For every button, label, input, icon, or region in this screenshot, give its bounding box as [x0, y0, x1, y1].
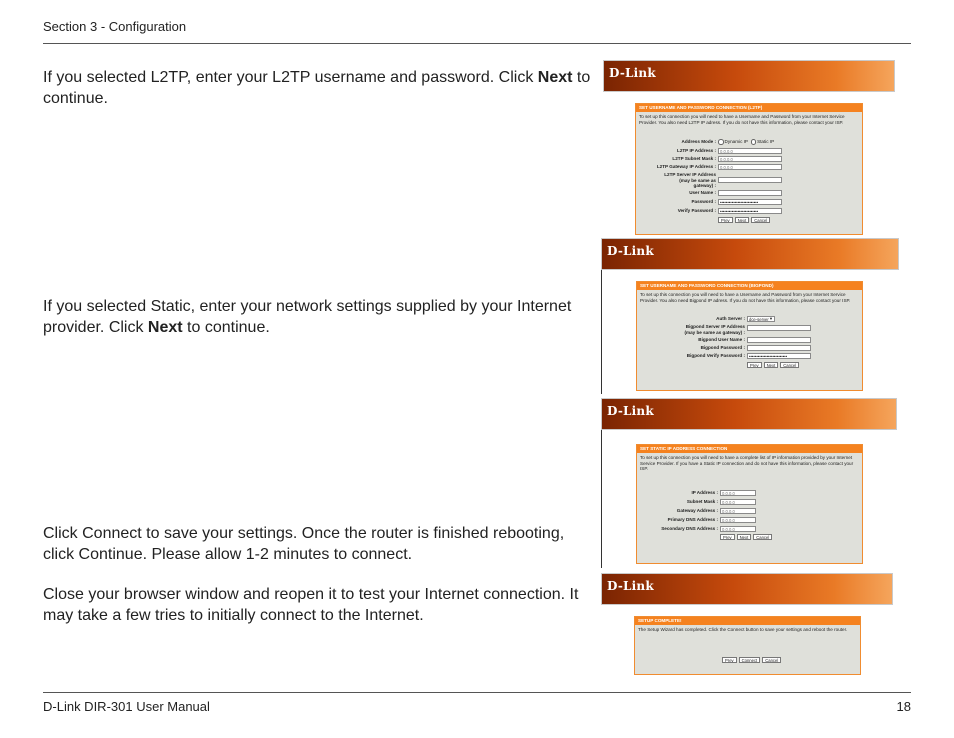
- field-label: Gateway Address :: [676, 508, 718, 513]
- field-label: User Name :: [689, 190, 716, 195]
- secondary-dns-field[interactable]: 0.0.0.0: [720, 526, 756, 532]
- prev-button[interactable]: Prev: [747, 362, 762, 368]
- field-label: IP Address :: [691, 490, 718, 495]
- dlink-banner: [601, 573, 893, 605]
- next-button[interactable]: Next: [737, 534, 752, 540]
- field-label: L2TP IP Address :: [677, 148, 716, 153]
- field-label: Bigpond Server IP Address (may be same as gateway) :: [684, 324, 745, 335]
- l2tp-server-field[interactable]: [718, 177, 782, 183]
- page-number: 18: [896, 699, 911, 714]
- static-text: If you selected Static, enter your network settings supplied by your Internet provider. Click: [43, 298, 572, 336]
- cancel-button[interactable]: Cancel: [753, 534, 772, 540]
- bigpond-server-field[interactable]: [747, 325, 811, 331]
- panel-description: The Setup Wizard has completed. Click the Connect button to save your settings and reboot the router.: [638, 627, 848, 632]
- bigpond-password-field[interactable]: [747, 345, 811, 351]
- connect-button[interactable]: Connect: [739, 657, 761, 663]
- field-label: Secondary DNS Address :: [661, 526, 718, 531]
- chevron-down-icon: ▼: [769, 316, 773, 321]
- l2tp-gateway-field[interactable]: 0.0.0.0: [718, 164, 782, 170]
- radio-dynamic-ip[interactable]: [718, 139, 724, 145]
- panel-title: SET STATIC IP ADDRESS CONNECTION: [637, 445, 862, 453]
- button-row: [720, 534, 774, 540]
- close-browser-paragraph: Close your browser window and reopen it to test your Internet connection. It may take a few tries to initially connect to the Internet.: [43, 586, 579, 624]
- gateway-address-field[interactable]: 0.0.0.0: [720, 508, 756, 514]
- connect-paragraph: Click Connect to save your settings. Once the router is finished rebooting, click Continue. Please allow 1-2 minutes to connect.: [43, 525, 565, 563]
- field-label: Bigpond User Name :: [698, 337, 745, 342]
- header-rule: [43, 43, 911, 44]
- field-label: L2TP Subnet Mask :: [672, 156, 716, 161]
- l2tp-paragraph: [43, 67, 595, 109]
- panel-description: To set up this connection you will need to have a Username and Password from your Internet Service Provider. You also need Bigpond IP adress. If you do not have this information, please contact your ISP.: [640, 292, 851, 303]
- radio-static-ip[interactable]: [751, 139, 757, 145]
- dlink-banner: [601, 238, 899, 270]
- dlink-banner: [601, 398, 897, 430]
- l2tp-next-word: Next: [537, 69, 573, 86]
- ip-address-field[interactable]: 0.0.0.0: [720, 490, 756, 496]
- setup-complete-panel: [634, 616, 861, 675]
- field-label: Primary DNS Address :: [667, 517, 718, 522]
- static-next-word: Next: [147, 319, 183, 336]
- field-label: Password :: [691, 199, 716, 204]
- cancel-button[interactable]: Cancel: [780, 362, 799, 368]
- primary-dns-field[interactable]: 0.0.0.0: [720, 517, 756, 523]
- l2tp-text: If you selected L2TP, enter your L2TP username and password. Click: [43, 69, 538, 86]
- manual-title: D-Link DIR-301 User Manual: [43, 699, 210, 714]
- static-text-end: to continue.: [182, 319, 270, 336]
- field-label: L2TP Server IP Address (may be same as gateway) :: [664, 172, 716, 188]
- l2tp-subnet-field[interactable]: 0.0.0.0: [718, 156, 782, 162]
- l2tp-ip-field[interactable]: 0.0.0.0: [718, 148, 782, 154]
- next-button[interactable]: Next: [764, 362, 779, 368]
- dlink-logo: D-Link: [607, 579, 654, 593]
- section-header: Section 3 - Configuration: [43, 19, 187, 34]
- panel-title: SET USERNAME AND PASSWORD CONNECTION (L2TP): [636, 104, 862, 112]
- user-name-field[interactable]: [718, 190, 782, 196]
- dlink-banner: [603, 60, 895, 92]
- password-field[interactable]: ••••••••••••••••••••••••••: [718, 199, 782, 205]
- verify-password-field[interactable]: ••••••••••••••••••••••••••: [718, 208, 782, 214]
- prev-button[interactable]: Prev: [720, 534, 735, 540]
- button-row: [718, 217, 772, 223]
- bigpond-panel: [636, 281, 863, 391]
- panel-description: To set up this connection you will need to have a complete list of IP information provided by your Internet Service Provider. If you have a Static IP connection and do not have this information, please contact your ISP.: [640, 455, 854, 471]
- button-row: [722, 657, 783, 663]
- prev-button[interactable]: Prev: [718, 217, 733, 223]
- field-label: L2TP Gateway IP Address :: [656, 164, 716, 169]
- field-label: Verify Password :: [677, 208, 716, 213]
- panel-description: To set up this connection you will need to have a Username and Password from your Internet Service Provider. You also need L2TP IP adress. If you do not have this information, please contact your ISP.: [639, 114, 845, 125]
- radio-label: Dynamic IP: [724, 139, 748, 144]
- button-row: [747, 362, 801, 368]
- field-label: Address Mode :: [681, 139, 716, 144]
- bigpond-user-field[interactable]: [747, 337, 811, 343]
- bigpond-verify-field[interactable]: ••••••••••••••••••••••••••: [747, 353, 811, 359]
- cancel-button[interactable]: Cancel: [751, 217, 770, 223]
- dlink-logo: D-Link: [609, 66, 656, 80]
- radio-label: Static IP: [757, 139, 775, 144]
- field-label: Bigpond Password :: [700, 345, 745, 350]
- cancel-button[interactable]: Cancel: [762, 657, 781, 663]
- l2tp-panel: [635, 103, 863, 235]
- field-label: Subnet Mask :: [686, 499, 718, 504]
- subnet-mask-field[interactable]: 0.0.0.0: [720, 499, 756, 505]
- panel-title: SET USERNAME AND PASSWORD CONNECTION (BIGPOND): [637, 282, 862, 290]
- field-label: Bigpond Verify Password :: [686, 353, 745, 358]
- dlink-logo: D-Link: [607, 404, 654, 418]
- static-ip-panel: [636, 444, 863, 564]
- static-paragraph: [43, 296, 595, 338]
- next-button[interactable]: Next: [735, 217, 750, 223]
- dlink-logo: D-Link: [607, 244, 654, 258]
- l2tp-text-end: to continue.: [43, 69, 591, 107]
- auth-server-select[interactable]: dce-server: [747, 316, 775, 322]
- footer-rule: [43, 692, 911, 693]
- prev-button[interactable]: Prev: [722, 657, 737, 663]
- panel-title: SETUP COMPLETE!: [635, 617, 860, 625]
- field-label: Auth Server :: [716, 316, 745, 321]
